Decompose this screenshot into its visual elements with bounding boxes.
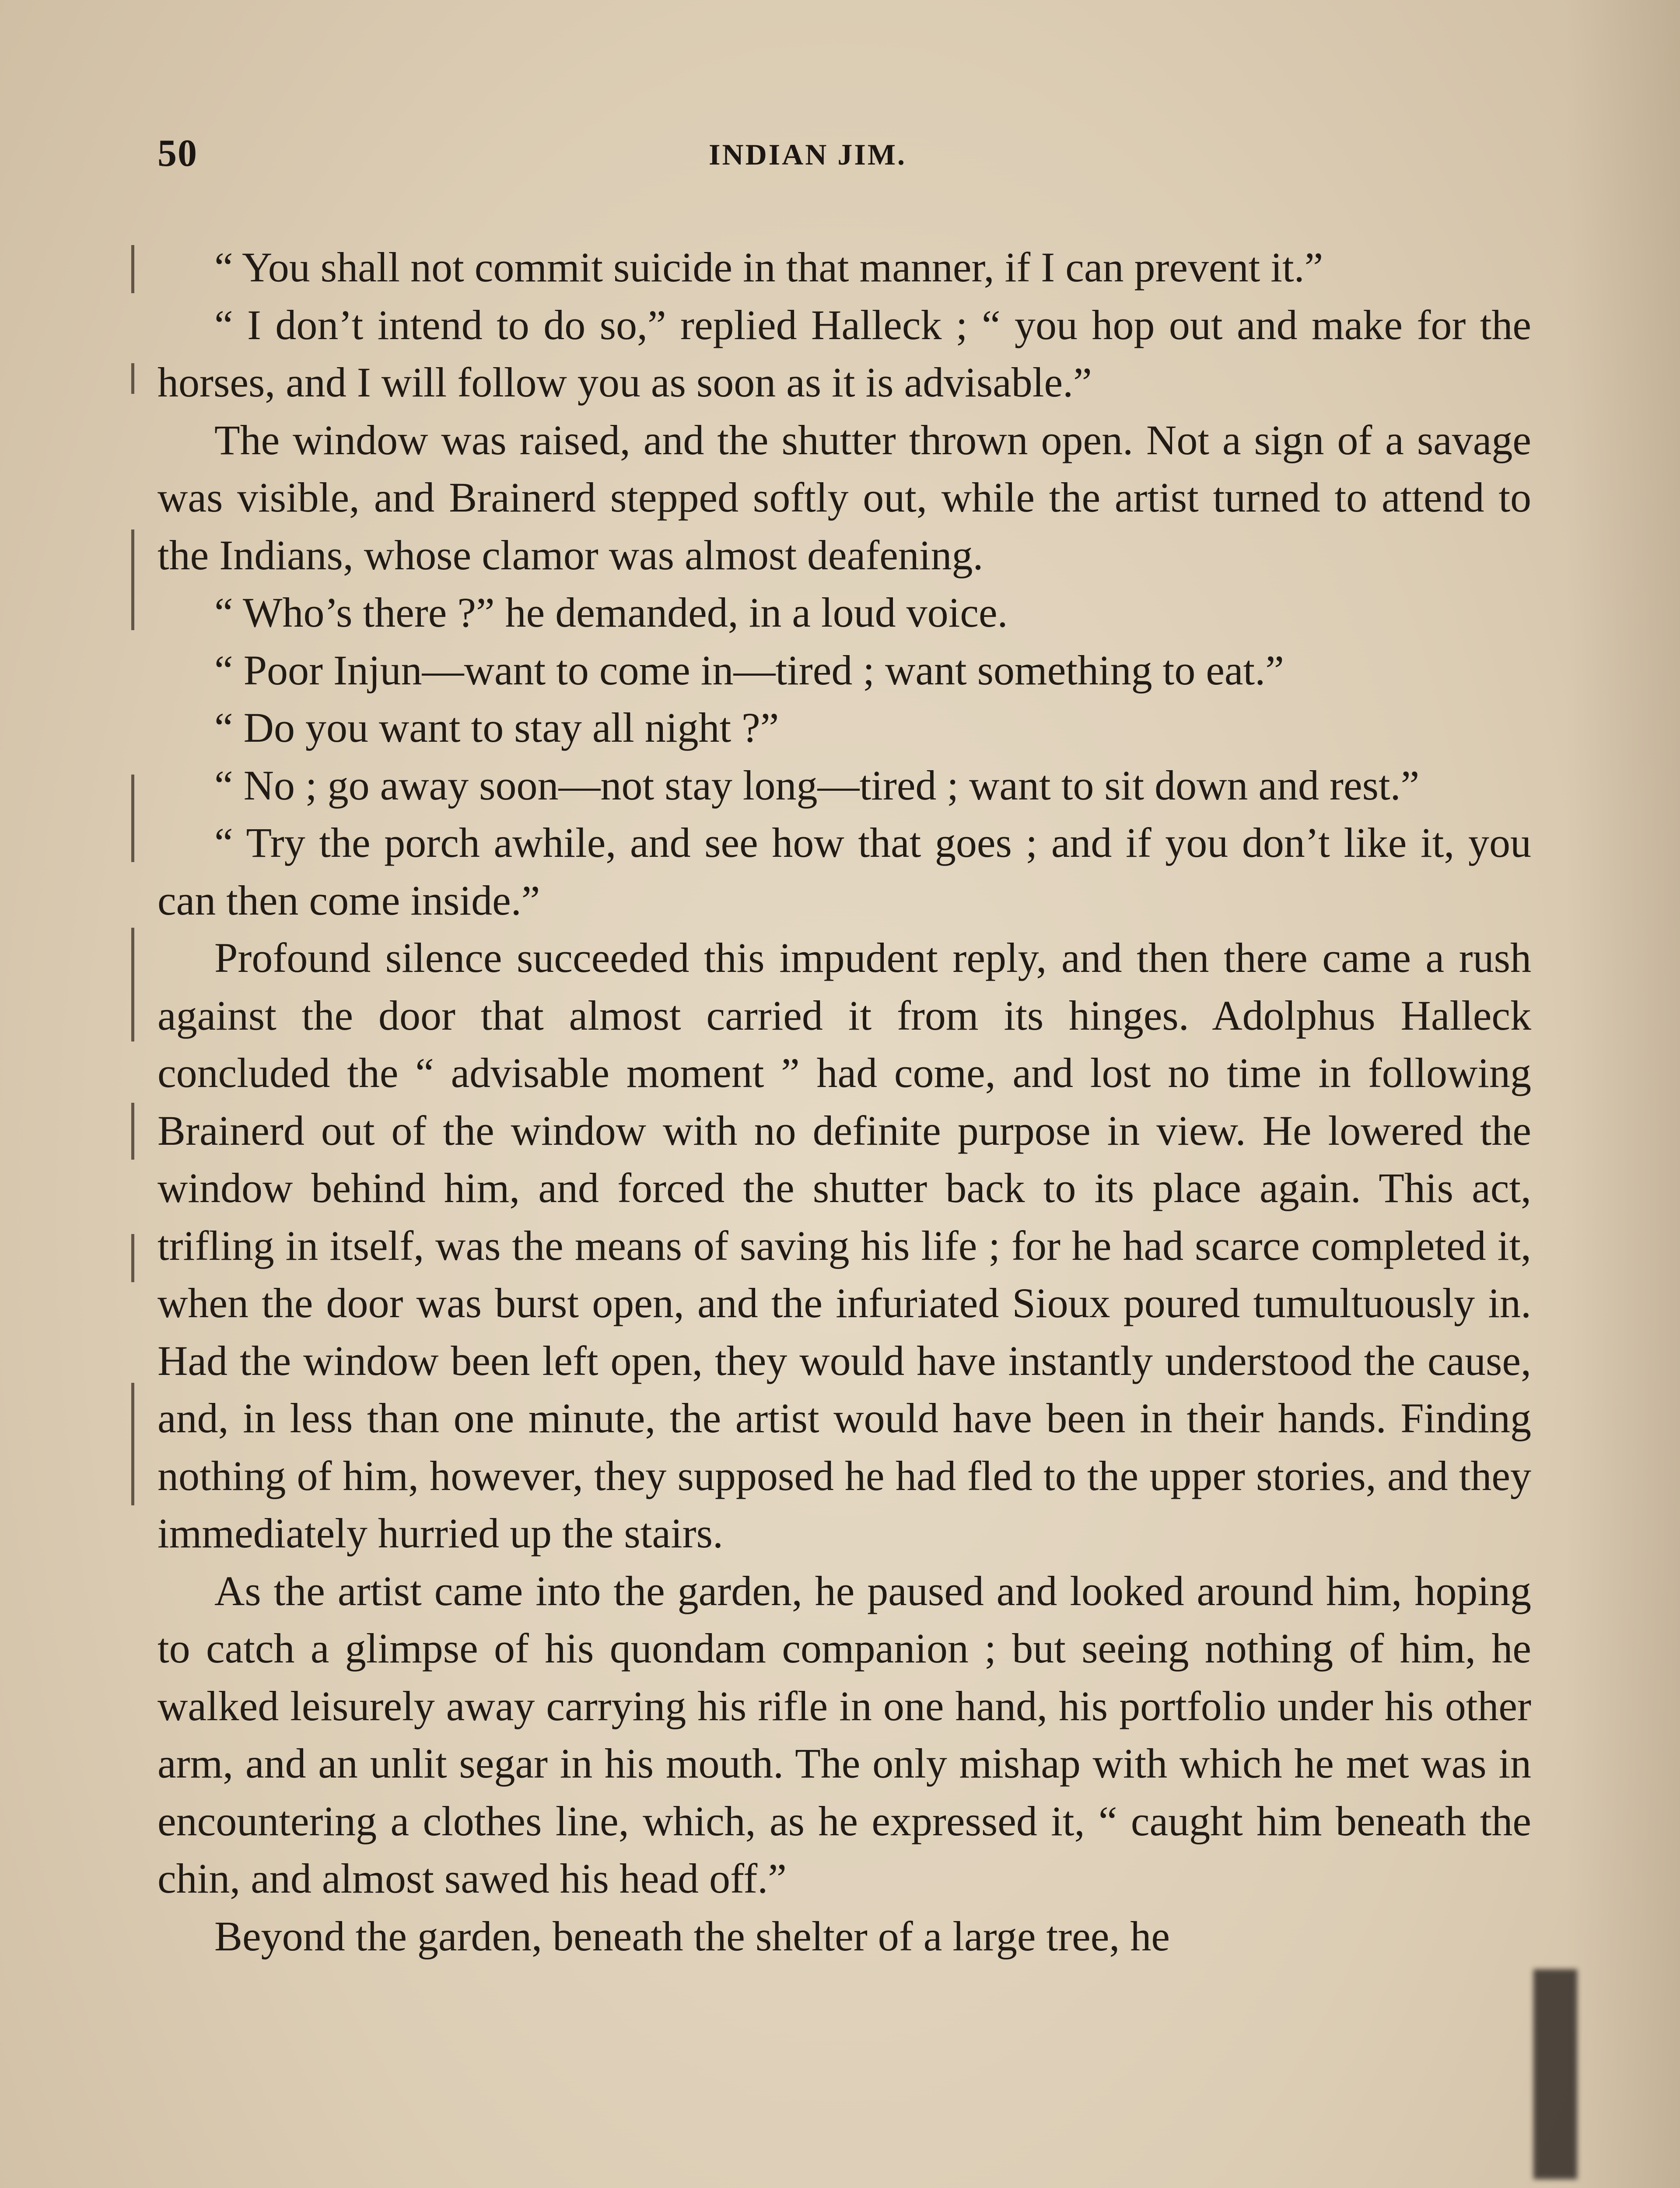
margin-mark (131, 1234, 134, 1282)
paragraph: The window was raised, and the shutter thrown open. Not a sign of a savage was visible, and Brainerd stepped softly out, while the artist turned to attend to the Indians, whose clamor was almost deafening. (158, 416, 1531, 579)
paragraph: “ I don’t intend to do so,” replied Halleck ; “ you hop out and make for the horses, and I will follow you as soon as it is advisable.” (158, 301, 1531, 406)
ink-smudge (1533, 1969, 1577, 2179)
margin-mark (131, 1103, 134, 1160)
body-text (158, 238, 1531, 1965)
margin-mark (131, 529, 134, 630)
paragraph: “ Try the porch awhile, and see how that goes ; and if you don’t like it, you can then come inside.” (158, 819, 1531, 924)
margin-mark (131, 363, 134, 394)
margin-mark (131, 928, 134, 1041)
margin-mark (131, 1383, 134, 1505)
page-edge-shadow (1566, 0, 1680, 2188)
margin-mark (131, 245, 134, 293)
page-header (158, 131, 1540, 184)
paragraph: “ Who’s there ?” he demanded, in a loud voice. (214, 589, 1008, 636)
paragraph: “ Poor Injun—want to come in—tired ; want something to eat.” (214, 646, 1284, 694)
paragraph: Profound silence succeeded this impudent reply, and then there came a rush against the door that almost carried it from its hinges. Adolphus Halleck concluded the “ advisable moment ” had come, and lost no time in following Brainerd out of the window with no definite purpose in view. He lowered the window behind him, and forced the shutter back to its place again. This act, trifling in itself, was the means of saving his life ; for he had scarce completed it, when the door was burst open, and the infuriated Sioux poured tumultuously in. Had the window been left open, they would have instantly understood the cause, and, in less than one minute, the artist would have been in their hands. Finding nothing of him, however, they supposed he had fled to the upper stories, and they immediately hurried up the stairs. (158, 934, 1531, 1557)
paragraph: Beyond the garden, beneath the shelter of a large tree, he (214, 1912, 1170, 1960)
margin-mark (131, 775, 134, 862)
paragraph: “ No ; go away soon—not stay long—tired ; want to sit down and rest.” (214, 761, 1420, 809)
page-number: 50 (158, 132, 198, 175)
margin-pencil-marks (127, 245, 144, 1558)
paragraph: “ Do you want to stay all night ?” (214, 704, 779, 751)
running-head: INDIAN JIM. (709, 138, 906, 171)
paragraph: “ You shall not commit suicide in that manner, if I can prevent it.” (214, 244, 1323, 291)
paragraph: As the artist came into the garden, he paused and looked around him, hoping to catch a glimpse of his quondam companion ; but seeing nothing of him, he walked leisurely away carrying his rifle in one hand, his portfolio under his other arm, and an unlit segar in his mouth. The only mishap with which he met was in encountering a clothes line, which, as he expressed it, “ caught him beneath the chin, and almost sawed his head off.” (158, 1567, 1531, 1902)
